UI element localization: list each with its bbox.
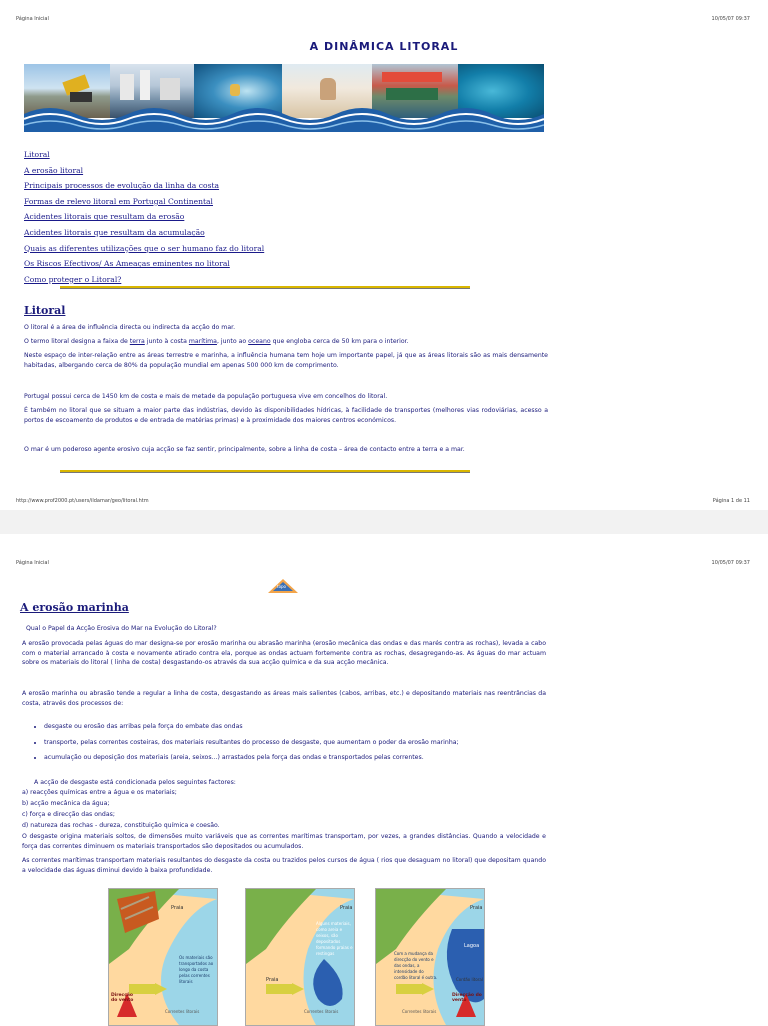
banner-wave-strip xyxy=(24,104,544,132)
page-header-left: Página Inicial xyxy=(16,560,49,566)
paragraph-1: O litoral é a área de influência directa ou indirecta da acção do mar. xyxy=(24,324,236,331)
list-item: • desgaste ou erosão das arribas pela força do embate das ondas xyxy=(44,722,558,732)
paragraph-3: Neste espaço de inter-relação entre as áreas terrestre e marinha, a influência humana tem hoje um importante papel, já que as áreas litorais são as mais densamente habitadas, albergando cerca de 80% da população mundial em apenas 500 000 km de comprimento. xyxy=(24,352,548,369)
paragraph-2: O termo litoral designa a faixa de terra junto à costa marítima, junto ao oceano que engloba cerca de 50 km para o interior. xyxy=(24,338,409,345)
nav-link-processos[interactable]: Principais processos de evolução da linha da costa xyxy=(24,181,220,191)
nav-link-erosao-litoral[interactable]: A erosão litoral xyxy=(24,165,84,175)
nav-link-riscos[interactable]: Os Riscos Efectivos/ As Ameaças eminentes no litoral xyxy=(24,259,230,269)
list-item: • transporte, pelas correntes costeiras, dos materiais resultantes do processo de desgaste, que aumentam o poder da erosão marinha; xyxy=(44,738,558,748)
factor-c: c) força e direcção das ondas; xyxy=(22,811,115,818)
nav-link-acidentes-acumulacao[interactable]: Acidentes litorais que resultam da acumulação xyxy=(24,227,205,237)
page-header-right: 10/05/07 09:37 xyxy=(711,560,750,566)
paragraph-3: O desgaste origina materiais soltos, de dimensões muito variáveis que as correntes marítimas transportam, por vezes, a grandes distâncias. Quando a velocidade e força das correntes diminuem os materiais transportados são depositados ou acumulados. xyxy=(22,833,546,850)
topo-button[interactable]: topo xyxy=(268,578,298,592)
nav-link-formas-relevo[interactable]: Formas de relevo litoral em Portugal Continental xyxy=(24,196,213,206)
page-footer-pagenum: Página 1 de 11 xyxy=(712,498,750,504)
page-title: A DINÂMICA LITORAL xyxy=(309,40,459,53)
paragraph-1: A erosão provocada pelas águas do mar designa-se por erosão marinha ou abrasão marinha (erosão mecânica das ondas e das marés contra as rochas), levada a cabo com o material arrancado à costa e novamente atirado contra ela, porque as ondas actuam fortemente contra as rochas, desagregando-as. As águas do mar actuam sobre os materiais do litoral ( linha de costa) desgastando-os através da sua acção química e da sua acção mecânica. xyxy=(22,640,546,667)
paragraph-6: O mar é um poderoso agente erosivo cuja acção se faz sentir, principalmente, sobre a linha de costa – área de contacto entre a terra e a mar. xyxy=(24,446,465,453)
nav-link-proteger[interactable]: Como proteger o Litoral? xyxy=(24,274,122,284)
page-header-left: Página Inicial xyxy=(16,16,49,22)
divider xyxy=(60,286,470,289)
page-break xyxy=(0,510,768,534)
nav-link-acidentes-erosao[interactable]: Acidentes litorais que resultam da erosão xyxy=(24,212,185,222)
link-maritima[interactable]: marítima xyxy=(188,338,217,345)
page-header-right: 10/05/07 09:37 xyxy=(711,16,750,22)
page-footer-url: http://www.prof2000.pt/users/ildamar/geo/litoral.htm xyxy=(16,498,149,504)
list-item: • acumulação ou deposição dos materiais (areia, seixos...) arrastados pela força das ondas e transportados pelas correntes. xyxy=(44,753,558,763)
factor-b: b) acção mecânica da água; xyxy=(22,800,110,807)
factors-intro: A acção de desgaste está condicionada pelos seguintes factores: xyxy=(34,779,236,786)
paragraph-4: As correntes marítimas transportam materiais resultantes do desgaste da costa ou trazidos pelos cursos de água ( rios que desaguam no litoral) que depositam quando a velocidade das águas diminui devido à baixa profundidade. xyxy=(22,857,546,874)
divider xyxy=(60,470,470,473)
nav-link-utilizacoes[interactable]: Quais as diferentes utilizações que o ser humano faz do litoral xyxy=(24,243,265,253)
nav-link-litoral[interactable]: Litoral xyxy=(24,150,50,159)
diagram-deposition: Praia Praia Alguns materiais, como areia e seixos, são depositados formando praias e restingas Correntes litorais xyxy=(245,888,355,1026)
header-banner xyxy=(24,64,544,132)
paragraph-2: A erosão marinha ou abrasão tende a regular a linha de costa, desgastando as áreas mais salientes (cabos, arribas, etc.) e depositando materiais nas reentrâncias da costa, através dos processos de: xyxy=(22,690,546,707)
section-title-erosao-marinha: A erosão marinha xyxy=(20,601,129,614)
link-terra[interactable]: terra xyxy=(129,338,145,345)
paragraph-4: Portugal possui cerca de 1450 km de costa e mais de metade da população portuguesa vive em concelhos do litoral. xyxy=(24,393,388,400)
factor-d: d) natureza das rochas - dureza, constituição química e coesão. xyxy=(22,822,220,829)
diagram-transport: Praia Os materiais são transportados ao longo da costa pelas correntes litorais Direcção do vento Correntes litorais xyxy=(108,888,218,1026)
factor-a: a) reacções químicas entre a água e os materiais; xyxy=(22,789,177,796)
diagram-cordao-litoral: Praia Lagoa Com a mudança da direcção do vento e das ondas, a intensidade do cordão litoral é outra. Cordão litoral Direcção do vento Correntes litorais xyxy=(375,888,485,1026)
link-oceano[interactable]: oceano xyxy=(248,338,271,345)
paragraph-5: É também no litoral que se situam a maior parte das indústrias, devido às disponibilidades hídricas, à facilidade de transportes (melhores vias rodoviárias, acesso a portos de escoamento de produtos e de entrada de matérias primas) e à proximidade dos maiores centros económicos. xyxy=(24,407,548,424)
section-title-litoral: Litoral xyxy=(24,304,66,317)
process-list xyxy=(32,722,558,769)
question: Qual o Papel da Acção Erosiva do Mar na Evolução do Litoral? xyxy=(26,625,217,632)
topic-nav xyxy=(24,147,484,287)
